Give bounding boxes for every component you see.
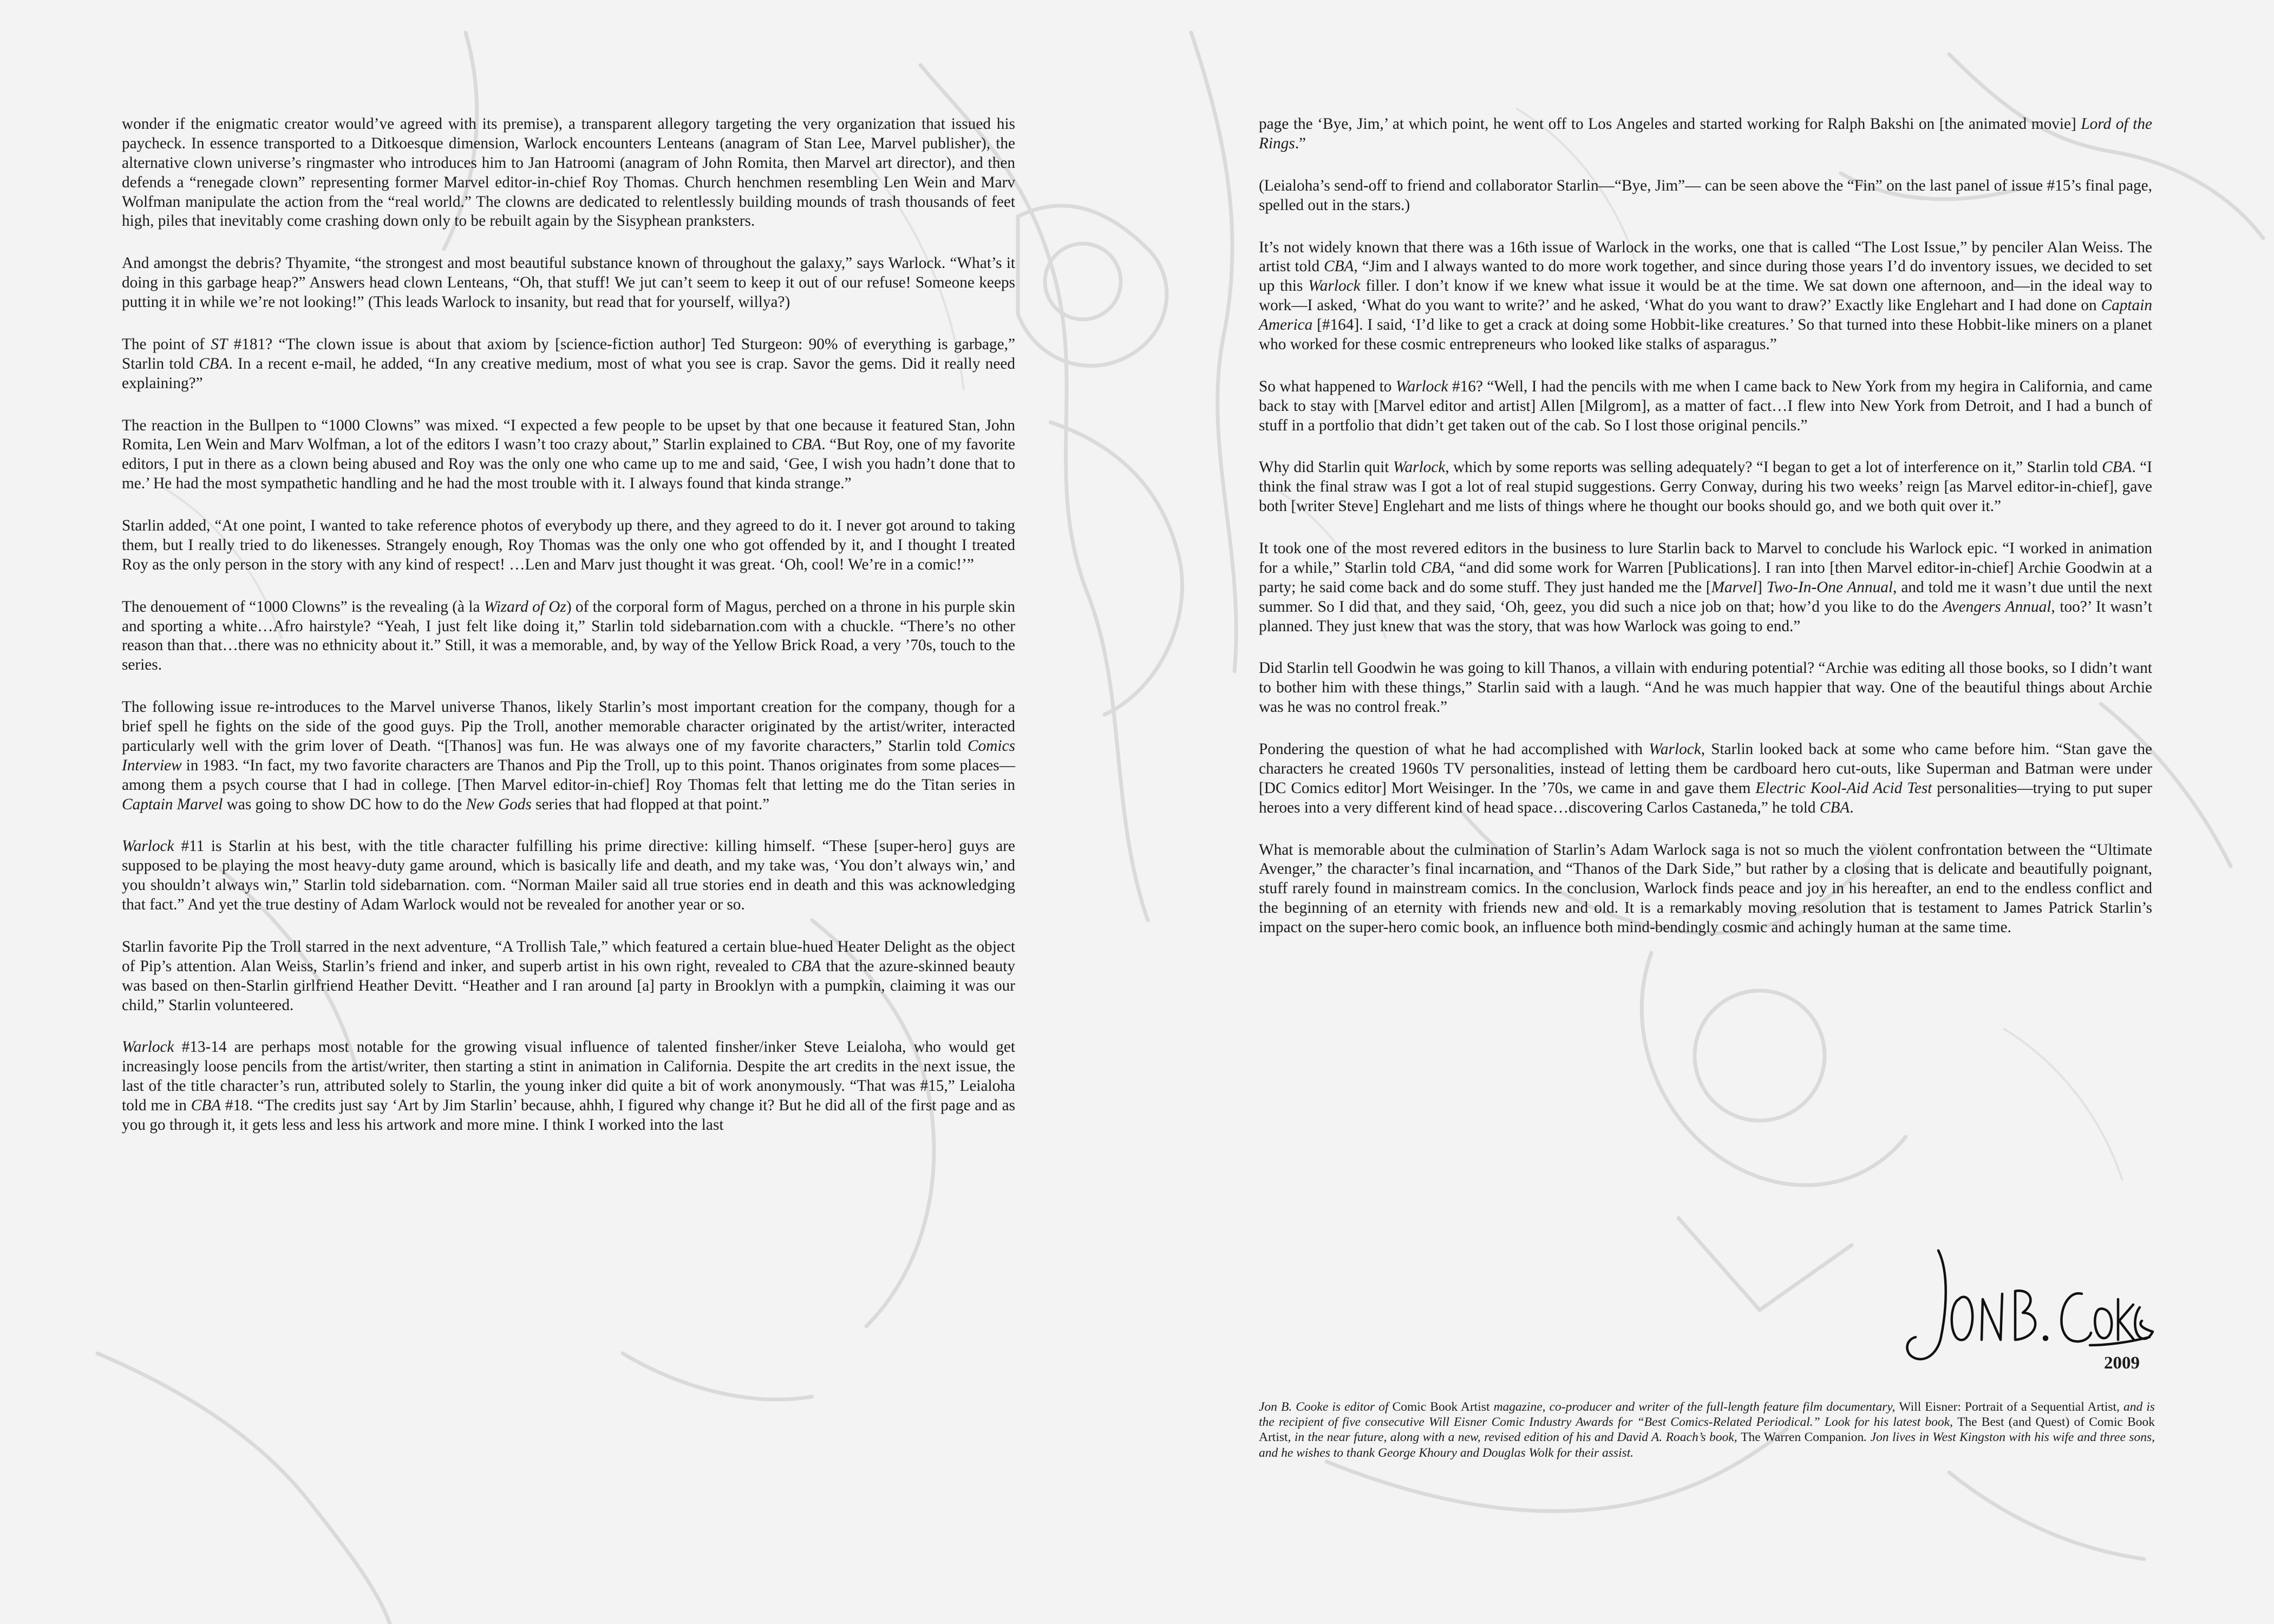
paragraph: So what happened to Warlock #16? “Well, I had the pencils with me when I came back to New York from my hegira in California, and came back to stay with [Marvel editor and artist] Allen [Milgrom], as a matter of fact…I flew into New York from Detroit, and I had a bunch of stuff in a portfolio that didn’t get taken out of the cab. So I lost those original pencils.” [1259,377,2153,434]
signature-year: 2009 [2104,1353,2140,1373]
author-bio: Jon B. Cooke is editor of Comic Book Artist magazine, co-producer and writer of the full-length feature film documentary, Will Eisner: Portrait of a Sequential Artist, and is the recipient of five consecutive Will Eisner Comic Industry Awards for “Best Comics-Related Periodical.” Look for his latest book, The Best (and Quest) of Comic Book Artist, in the near future, along with a new, revised edition of his and David A. Roach’s book, The Warren Companion. Jon lives in West Kingston with his wife and three sons, and he wishes to thank George Khoury and Douglas Wolk for their assist. [1259,1400,2155,1460]
paragraph: wonder if the enigmatic creator would’ve agreed with its premise), a transparent allegory targeting the very organization that issued his paycheck. In essence transported to a Ditkoesque dimension, Warlock encounters Lenteans (anagram of Stan Lee, Marvel publisher), the alternative clown universe’s ringmaster who introduces him to Jan Hatroomi (anagram of John Romita, then Marvel art director), and then defends a “renegade clown” representing former Marvel editor-in-chief Roy Thomas. Church henchmen resembling Len Wein and Marv Wolfman manipulate the action from the “real world.” The clowns are dedicated to relentlessly building mounds of trash thousands of feet high, piles that inevitably come crashing down only to be rebuilt again by the Sisyphean pranksters. [122,115,1015,230]
paragraph: What is memorable about the culmination of Starlin’s Adam Warlock saga is not so much the violent confrontation between the “Ultimate Avenger,” the character’s final incarnation, and “Thanos of the Dark Side,” but rather by a closing that is delicate and beautifully poignant, stuff rarely found in mainstream comics. In the conclusion, Warlock finds peace and joy in his hereafter, an end to the endless conflict and the beginning of an eternity with friends new and old. It is a remarkably moving resolution that is testament to James Patrick Starlin’s impact on the super-hero comic book, an influence both mind-bendingly cosmic and achingly human at the same time. [1259,841,2152,936]
paragraph: Pondering the question of what he had accomplished with Warlock, Starlin looked back at some who came before him. “Stan gave the characters he created 1960s TV personalities, instead of letting them be cardboard hero cut-outs, like Superman and Batman were under [DC Comics editor] Mort Weisinger. In the ’70s, we came in and gave them Electric Kool-Aid Acid Test personalities—trying to put super heroes into a very different kind of head space…discovering Carlos Castaneda,” he told CBA. [1259,741,2152,816]
paragraph: The following issue re-introduces to the Marvel universe Thanos, likely Starlin’s most important creation for the company, though for a brief spell he fights on the side of the good guys. Pip the Troll, another memorable character originated by the artist/writer, interacted particularly well with the grim lover of Death. “[Thanos] was fun. He was always one of my favorite characters,” Starlin told Comics Interview in 1983. “In fact, my two favorite characters are Thanos and Pip the Troll, up to this point. Thanos originates from some places—among them a psych course that I had in college. [Then Marvel editor-in-chief] Roy Thomas felt that letting me do the Titan series in Captain Marvel was going to show DC how to do the New Gods series that had flopped at that point.” [122,698,1015,813]
paragraph: Warlock #11 is Starlin at his best, with the title character fulfilling his prime directive: killing himself. “These [super-hero] guys are supposed to be playing the most heavy-duty game around, which is basically life and death, and my take was, ‘You don’t always win,’ and you shouldn’t always win,” Starlin told sidebarnation. com. “Norman Mailer said all true stories end in death and this was acknowledging that fact.” And yet the true destiny of Adam Warlock would not be revealed for another year or so. [122,837,1015,913]
right-column [1259,115,2152,960]
left-column [122,115,1015,1158]
paragraph: The reaction in the Bullpen to “1000 Clowns” was mixed. “I expected a few people to be upset by that one because it featured Stan, John Romita, Len Wein and Marv Wolfman, a lot of the editors I wasn’t too crazy about,” Starlin explained to CBA. “But Roy, one of my favorite editors, I put in there as a clown being abused and Roy was the only one who came up to me and said, ‘Gee, I wish you hadn’t done that to me.’ He had the most sympathetic handling and he had the most trouble with it. I always found that kinda strange.” [122,416,1015,493]
paragraph: The point of ST #181? “The clown issue is about that axiom by [science-fiction author] Ted Sturgeon: 90% of everything is garbage,” Starlin told CBA. In a recent e-mail, he added, “In any creative medium, most of what you see is crap. Savor the gems. Did it really need explaining?” [122,335,1016,392]
paragraph: Starlin favorite Pip the Troll starred in the next adventure, “A Trollish Tale,” which featured a certain blue-hued Heater Delight as the object of Pip’s attention. Alan Weiss, Starlin’s friend and inker, and superb artist in his own right, revealed to CBA that the azure-skinned beauty was based on then-Starlin girlfriend Heather Devitt. “Heather and I ran around [a] party in Brooklyn with a pumpkin, claiming it was our child,” Starlin volunteered. [122,938,1016,1014]
paragraph: (Leialoha’s send-off to friend and collaborator Starlin—“Bye, Jim”— can be seen above the “Fin” on the last panel of issue #15’s final page, spelled out in the stars.) [1259,176,2152,214]
paragraph: Why did Starlin quit Warlock, which by some reports was selling adequately? “I began to get a lot of interference on it,” Starlin told CBA. “I think the final straw was I got a lot of real stupid suggestions. Gerry Conway, during his two weeks’ reign [as Marvel editor-in-chief], gave both [writer Steve] Englehart and me lists of things where he thought our books should go, and we both quit over it.” [1259,459,2152,515]
paragraph: Starlin added, “At one point, I wanted to take reference photos of everybody up there, and they agreed to do it. I never got around to taking them, but I really tried to do likenesses. Strangely enough, Roy Thomas was the only one who got offended by it, and I thought I treated Roy as the only person in the story with any kind of respect! …Len and Marv just thought it was great. ‘Oh, cool! We’re in a comic!’” [122,517,1015,573]
paragraph: page the ‘Bye, Jim,’ at which point, he went off to Los Angeles and started working for Ralph Bakshi on [the animated movie] Lord of the Rings.” [1259,115,2152,152]
paragraph: And amongst the debris? Thyamite, “the strongest and most beautiful substance known of throughout the galaxy,” says Warlock. “What’s it doing in this garbage heap?” Answers head clown Lenteans, “Oh, that stuff! We jut can’t seem to keep it out of our refuse! Someone keeps putting it in while we’re not looking!” (This leads Warlock to insanity, but read that for yourself, willya?) [122,254,1015,311]
paragraph: The denouement of “1000 Clowns” is the revealing (à la Wizard of Oz) of the corporal form of Magus, perched on a throne in his purple skin and sporting a white…Afro hairstyle? “Yeah, I just felt like doing it,” Starlin told sidebarnation.com with a chuckle. “There’s no other reason than that…there was no ethnicity about it.” Still, it was a memorable, and, by way of the Yellow Brick Road, a very ’70s, touch to the series. [122,598,1015,674]
paragraph: It took one of the most revered editors in the business to lure Starlin back to Marvel to conclude his Warlock epic. “I worked in animation for a while,” Starlin told CBA, “and did some work for Warren [Publications]. I ran into [then Marvel editor-in-chief] Archie Goodwin at a party; he said come back and do some stuff. They just handed me the [Marvel] Two-In-One Annual, and told me it wasn’t due until the next summer. So I did that, and they said, ‘Oh, geez, you did such a nice job on that; how’d you like to do the Avengers Annual, too?’ It wasn’t planned. They just knew that was the story, that was how Warlock was going to end.” [1259,540,2153,635]
paragraph: Warlock #13-14 are perhaps most notable for the growing visual influence of talented finsher/inker Steve Leialoha, who would get increasingly loose pencils from the artist/writer, then starting a stint in animation in California. Despite the art credits in the next issue, the last of the title character’s run, attributed solely to Starlin, the young inker did quite a bit of work anonymously. “That was #15,” Leialoha told me in CBA #18. “The credits just say ‘Art by Jim Starlin’ because, ahhh, I figured why change it? But he did all of the first page and as you go through it, it gets less and less his artwork and more mine. I think I worked into the last [122,1038,1015,1134]
paragraph: Did Starlin tell Goodwin he was going to kill Thanos, a villain with enduring potential? “Archie was editing all those books, so I didn’t want to bother him with these things,” Starlin said with a laugh. “And he was much happier that way. One of the beautiful things about Archie was he was no control freak.” [1259,659,2152,716]
paragraph: It’s not widely known that there was a 16th issue of Warlock in the works, one that is called “The Lost Issue,” by penciler Alan Weiss. The artist told CBA, “Jim and I always wanted to do more work together, and since during those years I’d do inventory issues, we decided to set up this Warlock filler. I don’t know if we knew what issue it would be at the time. We sat down one afternoon, and—in the ideal way to work—I asked, ‘What do you want to write?’ and he asked, ‘What do you want to draw?’ Exactly like Englehart and I had done on Captain America [#164]. I said, ‘I’d like to get a crack at doing some Hobbit-like creatures.’ So that turned into these Hobbit-like miners on a planet who worked for these cosmic entrepreneurs who looked like stalks of asparagus.” [1259,238,2152,353]
